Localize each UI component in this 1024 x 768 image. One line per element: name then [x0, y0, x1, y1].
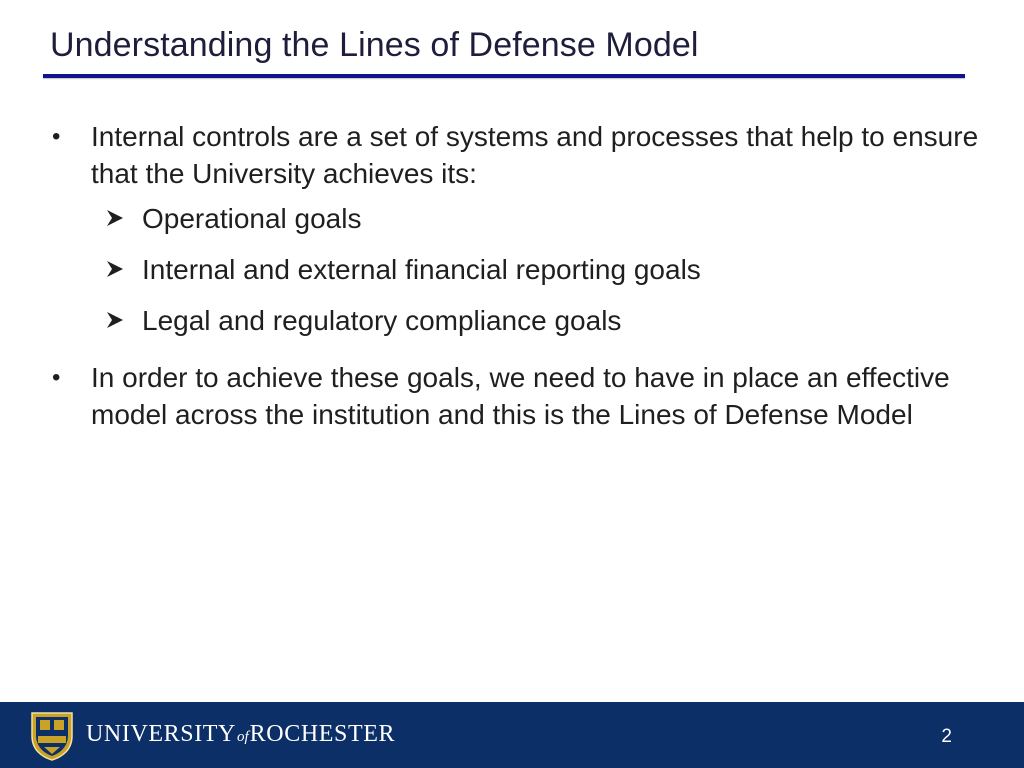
sub-bullet-text: Internal and external financial reporting goals — [142, 254, 701, 285]
slide-body — [0, 112, 1024, 433]
wordmark-university: UNIVERSITY — [86, 721, 236, 747]
wordmark-of: of — [237, 729, 249, 745]
arrowhead-bullet-icon — [106, 311, 124, 329]
arrowhead-bullet-icon — [106, 209, 124, 227]
bullet-text: In order to achieve these goals, we need to have in place an effective model across the institution and this is the Lines of Defense Model — [91, 362, 950, 430]
footer-bar — [0, 702, 1024, 768]
sub-bullet-list — [0, 200, 1024, 339]
wordmark-rochester: ROCHESTER — [249, 721, 396, 747]
bullet-text: Internal controls are a set of systems and processes that help to ensure that the University achieves its: — [91, 121, 979, 189]
title-underline — [43, 74, 965, 78]
university-seal-icon — [29, 710, 75, 762]
university-wordmark — [86, 721, 395, 748]
sub-bullet-text: Legal and regulatory compliance goals — [142, 305, 622, 336]
sub-bullet-item — [0, 200, 1024, 237]
slide-title: Understanding the Lines of Defense Model — [50, 26, 699, 64]
bullet-dot: • — [52, 123, 61, 150]
page-number: 2 — [941, 726, 952, 747]
sub-bullet-item — [0, 302, 1024, 339]
sub-bullet-text: Operational goals — [142, 203, 362, 234]
bullet-dot: • — [52, 364, 61, 391]
arrowhead-bullet-icon — [106, 260, 124, 278]
bullet-item — [0, 118, 1024, 192]
sub-bullet-item — [0, 251, 1024, 288]
bullet-item — [0, 359, 1024, 433]
